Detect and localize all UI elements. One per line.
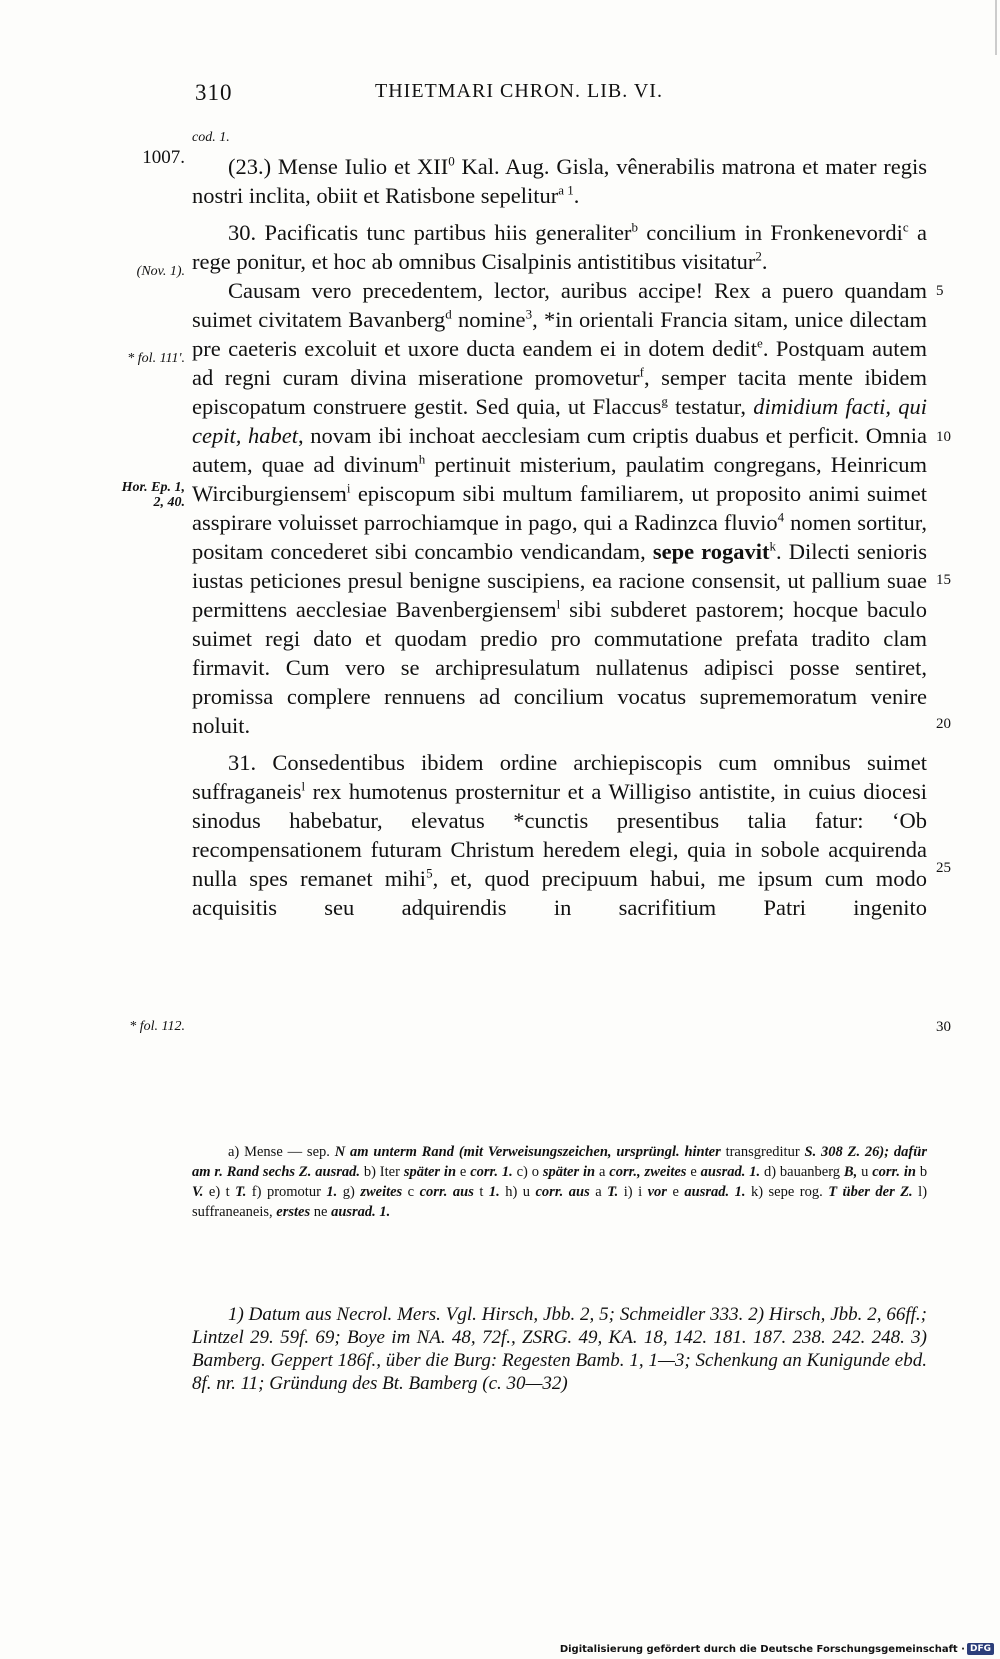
credit-text: Digitalisierung gefördert durch die Deutsche Forschungsgemeinschaft · [559,1643,965,1655]
margin-date-note: (Nov. 1). [136,264,185,279]
scan-edge-mark [995,0,997,55]
main-text [192,152,927,922]
paragraph-causam: Causam vero precedentem, lector, auribus accipe! Rex a puero quandam suimet civitatem Bavanberg$^d$ nomine$^3$, *in orientali Francia sitam, unice dilectam pre caeteris excoluit et uxore ducta eandem ei in dotem dedit$^e$. Postquam autem ad regni curam divina miseratione promovetur$^f$, semper tacita mente ibidem episcopatum construere gestit. Sed quia, ut Flaccus$^g$ testatur, dimidium facti, qui cepit, habet, novam ibi inchoat aecclesiam cum criptis duabus et perficit. Omnia autem, quae ad divinum$^h$ pertinuit misterium, paulatim congregans, Heinricum Wirciburgiensem$^i$ episcopum sibi multum familiarem, ut proposito animi suimet asspirare voluisset parrochiamque in pago, qui a Radinzca fluvio$^4$ nomen sortitur, positam concederet sibi concambio vendicandam, sepe rogavit$^k$. Dilecti senioris iustas peticiones presul benigne suscipiens, ea racione consensit, ut pallium suae permittens aecclesiae Bavenbergiensem$^l$ sibi subderet pastorem; hocque baculo suimet regi dato et quodam predio pro commutatione prefata tradito clam firmavit. Cum vero se archipresulatum nullatenus adipisci posse sentiret, promissa complere rennuens ad concilium vocatus suprememoratum venire noluit. [192,278,928,738]
dfg-logo: DFG [967,1643,994,1655]
margin-horace-reference [70,480,185,510]
digitization-credit [560,1643,994,1655]
horace-quotation: dimidium facti, qui cepit, habet [192,394,927,448]
margin-horace-line-1: Hor. Ep. 1, [121,480,185,495]
margin-folio-note: * fol. 111'. [127,351,185,366]
critical-apparatus [192,1142,927,1222]
line-number: 10 [936,429,951,445]
running-head: THIETMARI CHRON. LIB. VI. [375,80,663,102]
line-number: 30 [936,1019,951,1035]
historical-footnotes [192,1303,927,1395]
paragraph-chapter-30: 30. Pacificatis tunc partibus hiis generaliter$^b$ concilium in Fronkenevordi$^c$ a rege ponitur, et hoc ab omnibus Cisalpinis antistitibus visitatur$^2$. [192,219,927,274]
line-number: 5 [936,283,944,299]
page-number: 310 [195,80,233,105]
apparatus-notes: a) Mense — sep. N am unterm Rand (mit Verweisungszeichen, ursprüngl. hinter transgreditur S. 308 Z. 26); dafür am r. Rand sechs Z. ausrad. b) Iter später in e corr. 1. c) o später in a corr., zweites e ausrad. 1. d) bauanberg B, u corr. in b V. e) t T. f) promotur 1. g) zweites c corr. aus t 1. h) u corr. aus a T. i) i vor e ausrad. 1. k) sepe rog. T über der Z. l) suffraneaneis, erstes ne ausrad. 1. [192,1144,928,1220]
chapter-number: 30. [228,220,257,245]
footnote-text: 1) Datum aus Necrol. Mers. Vgl. Hirsch, Jbb. 2, 5; Schmeidler 333. 2) Hirsch, Jbb. 2, 66ff.; Lintzel 29. 59f. 69; Boye im NA. 48, 72f., ZSRG. 49, KA. 18, 142. 181. 187. 238. 242. 248. 3) Bamberg. Geppert 186f., über die Burg: Regesten Bamb. 1, 1—3; Schenkung an Kunigunde ebd. 8f. nr. 11; Gründung des Bt. Bamberg (c. 30—32) [192,1304,927,1394]
line-number: 15 [936,572,951,588]
bold-phrase: sepe rogavit [652,539,770,564]
paragraph-chapter-31: 31. Consedentibus ibidem ordine archiepiscopis cum omnibus suimet suffraganeis$^l$ rex humotenus prosternitur et a Willigiso antistite, in cuius diocesi sinodus habebatur, elevatus *cunctis presentibus talia fatur: ‘Ob recompensationem futuram Christum heredem elegi, quia in sobole acquirenda nulla spes remanet mihi$^5$, et, quod precipuum habui, me ipsum cum modo acquisitis seu adquirendis in sacrifitium Patri ingenito [192,750,927,920]
line-number: 20 [936,716,951,732]
line-number: 25 [936,860,951,876]
paragraph-chapter-23: (23.) Mense Iulio et XII$^0$ Kal. Aug. Gisla, vênerabilis matrona et mater regis nostri inclita, obiit et Ratisbone sepelitur$^{a 1}$. [192,153,927,208]
chapter-number: 31. [228,750,257,775]
margin-year: 1007. [142,147,185,168]
codex-note: cod. 1. [192,130,230,145]
margin-folio-note: * fol. 112. [129,1019,185,1034]
margin-horace-line-2: 2, 40. [153,495,185,510]
